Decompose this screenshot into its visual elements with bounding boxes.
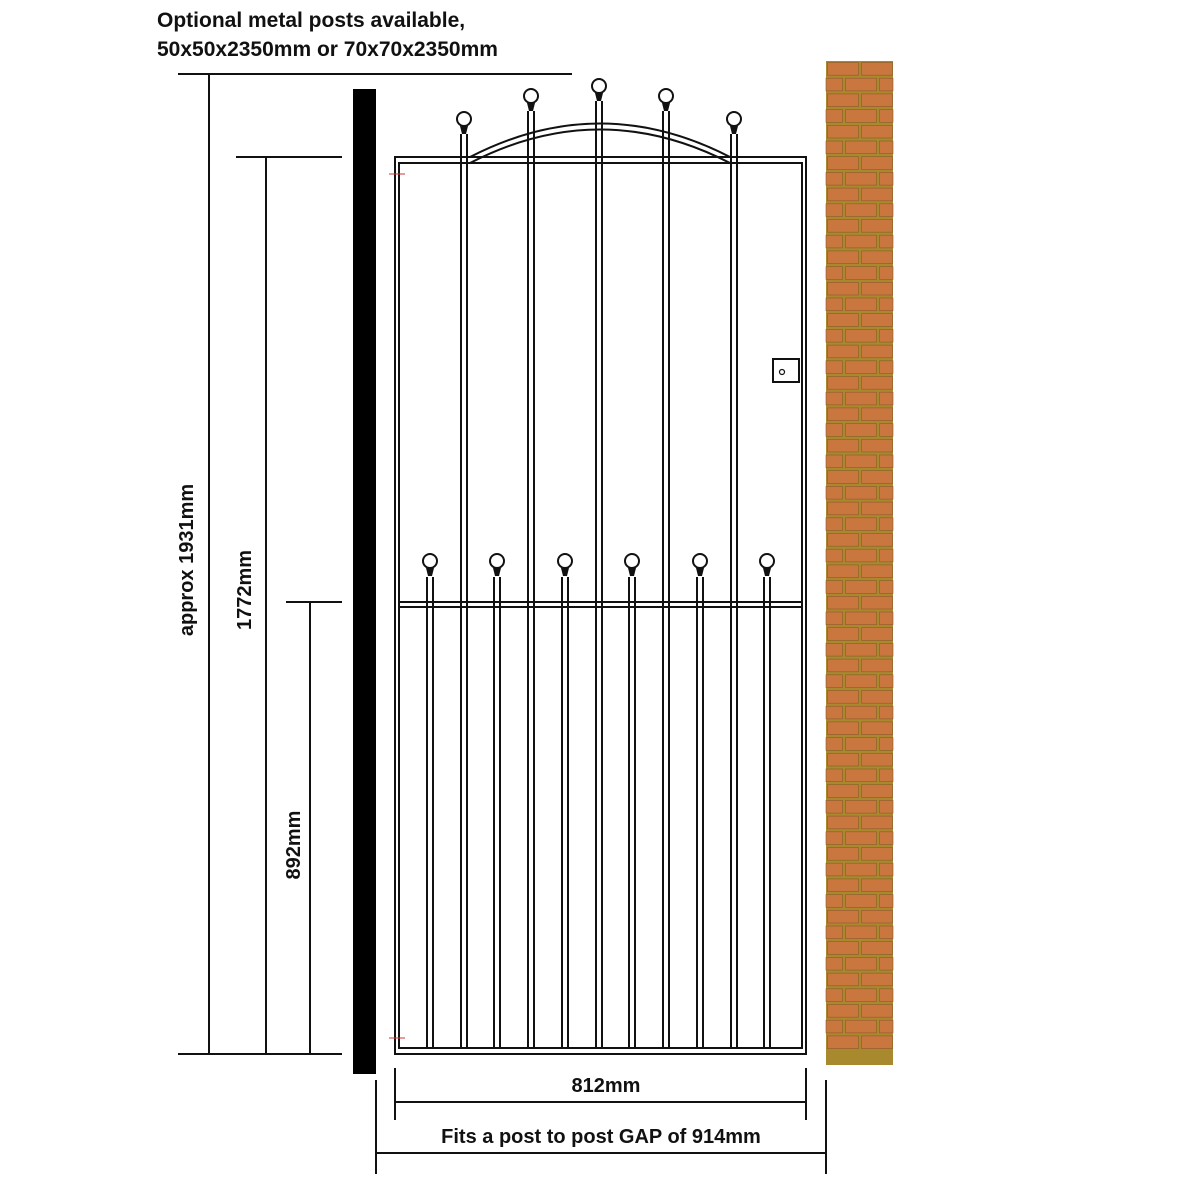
brick (846, 1020, 877, 1033)
brick (826, 863, 843, 876)
brick-pillar (826, 61, 893, 1065)
tall-bar (659, 89, 673, 1048)
brick (828, 439, 859, 452)
brick (862, 251, 893, 264)
brick (862, 753, 893, 766)
brick (828, 251, 859, 264)
tall-bar (457, 112, 471, 1048)
brick (846, 926, 877, 939)
brick (880, 110, 894, 123)
brick (826, 738, 843, 751)
brick (880, 675, 894, 688)
brick (826, 486, 843, 499)
brick (862, 188, 893, 201)
brick (846, 957, 877, 970)
brick (826, 392, 843, 405)
brick (862, 910, 893, 923)
brick (846, 863, 877, 876)
brick (826, 675, 843, 688)
brick (880, 392, 894, 405)
short-bar (490, 554, 504, 1048)
brick (880, 235, 894, 248)
brick (826, 926, 843, 939)
brick (862, 879, 893, 892)
brick (826, 957, 843, 970)
brick (828, 94, 859, 107)
brick (846, 581, 877, 594)
brick (862, 157, 893, 170)
ball-finial (423, 554, 437, 576)
brick (846, 643, 877, 656)
brick (880, 267, 894, 280)
brick (846, 486, 877, 499)
brick (862, 659, 893, 672)
rail-height-label: 892mm (283, 810, 305, 880)
brick (880, 424, 894, 437)
brick (826, 361, 843, 374)
brick (846, 172, 877, 185)
brick (880, 643, 894, 656)
brick (862, 942, 893, 955)
brick (846, 706, 877, 719)
brick (880, 455, 894, 468)
brick (826, 643, 843, 656)
brick (880, 78, 894, 91)
brick (828, 942, 859, 955)
brick (880, 518, 894, 531)
brick (828, 314, 859, 327)
brick (862, 63, 893, 76)
brick (826, 769, 843, 782)
posts-note-line2: 50x50x2350mm or 70x70x2350mm (157, 38, 498, 61)
brick (826, 612, 843, 625)
brick (846, 235, 877, 248)
brick (880, 1020, 894, 1033)
ball-finial (524, 89, 538, 111)
brick (880, 989, 894, 1002)
brick (826, 1020, 843, 1033)
brick (846, 675, 877, 688)
brick (846, 738, 877, 751)
brick (826, 267, 843, 280)
brick (862, 534, 893, 547)
brick (826, 518, 843, 531)
short-bar (760, 554, 774, 1048)
brick (846, 204, 877, 217)
brick (846, 78, 877, 91)
tall-bar (727, 112, 741, 1048)
brick (862, 1036, 893, 1049)
brick (826, 141, 843, 154)
brick (880, 738, 894, 751)
brick (862, 848, 893, 861)
brick (846, 424, 877, 437)
metal-post (353, 89, 376, 1074)
brick (862, 691, 893, 704)
brick (846, 895, 877, 908)
ball-finial (659, 89, 673, 111)
brick (828, 282, 859, 295)
brick (828, 125, 859, 138)
brick (880, 612, 894, 625)
brick (826, 549, 843, 562)
brick (826, 204, 843, 217)
brick (828, 534, 859, 547)
brick (826, 455, 843, 468)
brick (828, 1036, 859, 1049)
brick (826, 895, 843, 908)
gate-frame-outer (395, 157, 806, 1054)
brick (828, 691, 859, 704)
short-bars (423, 554, 774, 1048)
brick (862, 345, 893, 358)
brick (826, 832, 843, 845)
brick (880, 895, 894, 908)
brick (828, 659, 859, 672)
ball-finial (727, 112, 741, 134)
brick (828, 63, 859, 76)
gate (389, 124, 806, 1055)
brick (826, 235, 843, 248)
brick (828, 1005, 859, 1018)
brick (862, 565, 893, 578)
brick (880, 581, 894, 594)
overall-height-label: approx 1931mm (176, 483, 198, 637)
brick (828, 565, 859, 578)
brick (880, 141, 894, 154)
brick (880, 832, 894, 845)
brick (828, 596, 859, 609)
brick (846, 110, 877, 123)
brick (862, 220, 893, 233)
brick (846, 549, 877, 562)
brick (862, 502, 893, 515)
brick (880, 172, 894, 185)
brick (880, 486, 894, 499)
brick (828, 345, 859, 358)
ball-finial (693, 554, 707, 576)
brick (846, 455, 877, 468)
ball-finial (760, 554, 774, 576)
brick (828, 816, 859, 829)
brick (880, 706, 894, 719)
brick (846, 298, 877, 311)
brick (846, 267, 877, 280)
brick (862, 722, 893, 735)
brick (880, 329, 894, 342)
brick (862, 125, 893, 138)
brick (862, 973, 893, 986)
brick (826, 329, 843, 342)
short-bar (423, 554, 437, 1048)
brick (828, 722, 859, 735)
brick (862, 439, 893, 452)
brick (828, 628, 859, 641)
brick (846, 361, 877, 374)
brick (862, 314, 893, 327)
ball-finial (558, 554, 572, 576)
brick (846, 832, 877, 845)
tall-bar (524, 89, 538, 1048)
brick (826, 989, 843, 1002)
brick (846, 141, 877, 154)
brick (828, 377, 859, 390)
brick (828, 848, 859, 861)
brick (880, 298, 894, 311)
ball-finial (490, 554, 504, 576)
brick (846, 518, 877, 531)
brick (828, 753, 859, 766)
brick (828, 188, 859, 201)
brick (828, 910, 859, 923)
brick (846, 392, 877, 405)
brick (846, 612, 877, 625)
brick (862, 408, 893, 421)
brick (862, 785, 893, 798)
brick (880, 926, 894, 939)
ball-finial (625, 554, 639, 576)
brick (862, 377, 893, 390)
brick (828, 471, 859, 484)
brick (862, 1005, 893, 1018)
brick (862, 282, 893, 295)
brick (826, 706, 843, 719)
posts-note-line1: Optional metal posts available, (157, 9, 466, 32)
gate-frame-inner (399, 163, 802, 1048)
brick (826, 581, 843, 594)
brick (826, 110, 843, 123)
brick (880, 800, 894, 813)
brick (828, 408, 859, 421)
brick (880, 361, 894, 374)
brick (828, 973, 859, 986)
brick (880, 204, 894, 217)
tall-bar (592, 79, 606, 1048)
gate-latch-hole (780, 370, 785, 375)
brick (828, 502, 859, 515)
brick (880, 769, 894, 782)
frame-height-label: 1772mm (234, 549, 256, 631)
brick (826, 298, 843, 311)
brick (846, 329, 877, 342)
brick (828, 157, 859, 170)
post-gap-label: Fits a post to post GAP of 914mm (441, 1126, 761, 1148)
ball-finial (457, 112, 471, 134)
gate-latch (773, 359, 799, 382)
brick (880, 863, 894, 876)
brick (862, 471, 893, 484)
brick (880, 957, 894, 970)
brick (880, 549, 894, 562)
short-bar (625, 554, 639, 1048)
brick (828, 785, 859, 798)
brick (826, 800, 843, 813)
brick (862, 94, 893, 107)
brick (826, 172, 843, 185)
brick (828, 879, 859, 892)
brick (826, 78, 843, 91)
brick (862, 596, 893, 609)
gate-width-label: 812mm (571, 1075, 641, 1097)
short-bar (693, 554, 707, 1048)
short-bar (558, 554, 572, 1048)
brick (862, 628, 893, 641)
brick (846, 769, 877, 782)
brick (828, 220, 859, 233)
brick (862, 816, 893, 829)
brick (846, 989, 877, 1002)
brick (826, 424, 843, 437)
brick (846, 800, 877, 813)
ball-finial (592, 79, 606, 101)
